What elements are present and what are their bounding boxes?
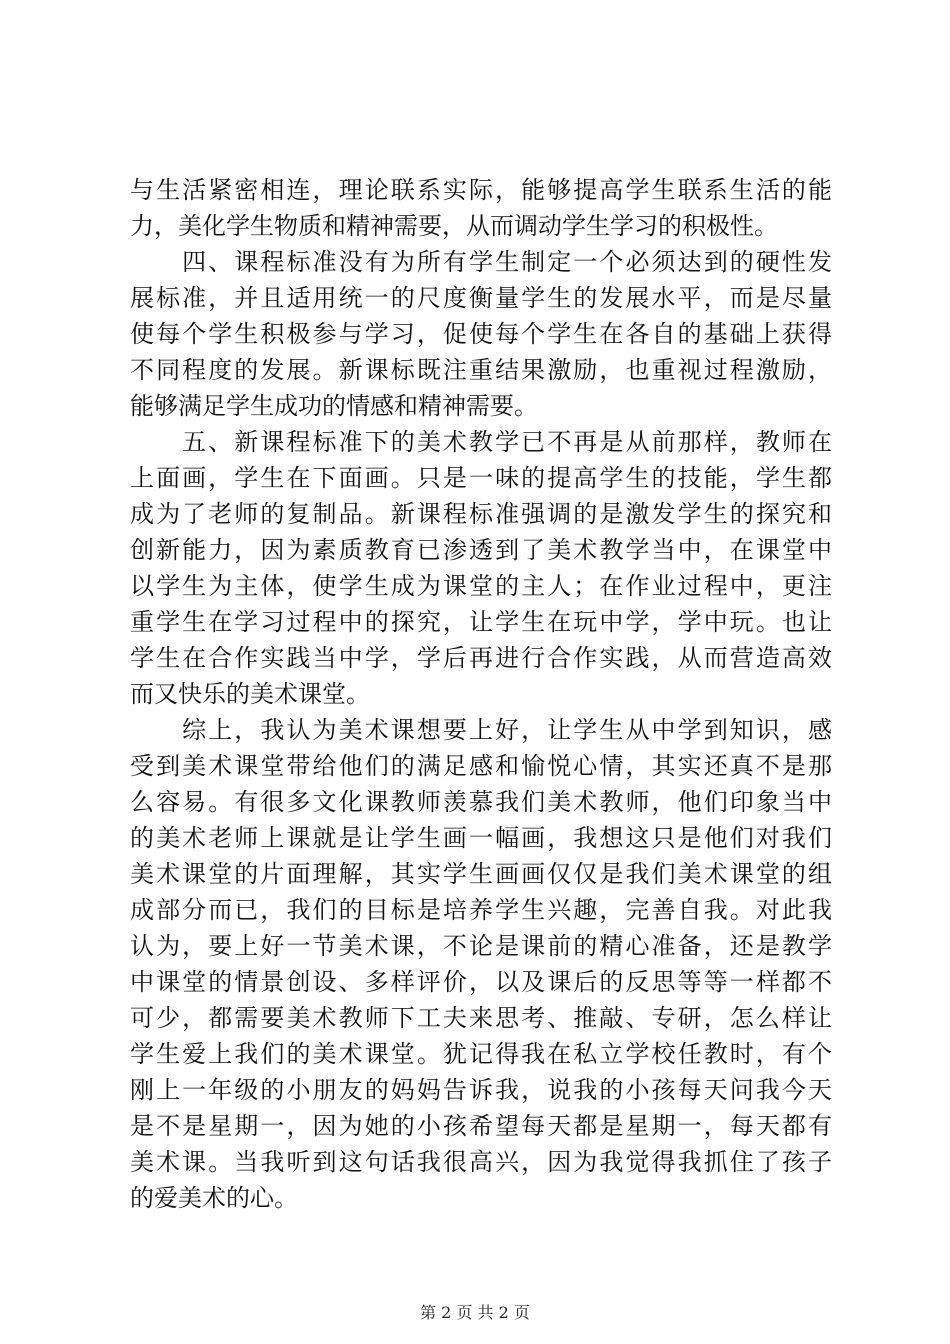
text-line: 么容易。有很多文化课教师羡慕我们美术教师，他们印象当中: [130, 788, 832, 816]
paragraph: [130, 172, 832, 244]
text-line: 认为，要上好一节美术课，不论是课前的精心准备，还是教学: [130, 932, 832, 960]
text-line: 四、课程标准没有为所有学生制定一个必须达到的硬性发: [130, 248, 832, 276]
text-line: 成部分而已，我们的目标是培养学生兴趣，完善自我。对此我: [130, 896, 832, 924]
paragraph: [130, 424, 832, 712]
text-line: 美术课堂的片面理解，其实学生画画仅仅是我们美术课堂的组: [130, 860, 832, 888]
text-line: 可少，都需要美术教师下工夫来思考、推敲、专研，怎么样让: [130, 1004, 832, 1032]
text-line: 创新能力，因为素质教育已渗透到了美术教学当中，在课堂中: [130, 536, 832, 564]
text-line: 学生在合作实践当中学，学后再进行合作实践，从而营造高效: [130, 644, 832, 672]
text-line: 而又快乐的美术课堂。: [130, 680, 370, 708]
text-line: 上面画，学生在下面画。只是一味的提高学生的技能，学生都: [130, 464, 832, 492]
text-line: 的美术老师上课就是让学生画一幅画，我想这只是他们对我们: [130, 824, 832, 852]
text-line: 成为了老师的复制品。新课程标准强调的是激发学生的探究和: [130, 500, 832, 528]
paragraph: [130, 712, 832, 1216]
text-line: 受到美术课堂带给他们的满足感和愉悦心情，其实还真不是那: [130, 752, 832, 780]
text-line: 以学生为主体，使学生成为课堂的主人；在作业过程中，更注: [130, 572, 832, 600]
text-line: 重学生在学习过程中的探究，让学生在玩中学，学中玩。也让: [130, 608, 832, 636]
text-line: 与生活紧密相连，理论联系实际，能够提高学生联系生活的能: [130, 176, 832, 204]
text-line: 展标准，并且适用统一的尺度衡量学生的发展水平，而是尽量: [130, 284, 832, 312]
text-line: 美术课。当我听到这句话我很高兴，因为我觉得我抓住了孩子: [130, 1148, 832, 1176]
text-line: 使每个学生积极参与学习，促使每个学生在各自的基础上获得: [130, 320, 832, 348]
text-line: 是不是星期一，因为她的小孩希望每天都是星期一，每天都有: [130, 1112, 832, 1140]
text-line: 学生爱上我们的美术课堂。犹记得我在私立学校任教时，有个: [130, 1040, 832, 1068]
text-line: 能够满足学生成功的情感和精神需要。: [130, 392, 538, 420]
page-footer: 第 2 页 共 2 页: [420, 1303, 530, 1322]
paragraph: [130, 244, 832, 424]
text-line: 中课堂的情景创设、多样评价，以及课后的反思等等一样都不: [130, 968, 832, 996]
text-line: 不同程度的发展。新课标既注重结果激励，也重视过程激励，: [130, 356, 832, 384]
text-line: 力，美化学生物质和精神需要，从而调动学生学习的积极性。: [130, 212, 778, 240]
text-line: 综上，我认为美术课想要上好，让学生从中学到知识，感: [130, 716, 832, 744]
text-line: 的爱美术的心。: [130, 1184, 298, 1212]
document-body: [130, 172, 832, 1216]
text-line: 五、新课程标准下的美术教学已不再是从前那样，教师在: [130, 428, 832, 456]
text-line: 刚上一年级的小朋友的妈妈告诉我，说我的小孩每天问我今天: [130, 1076, 832, 1104]
